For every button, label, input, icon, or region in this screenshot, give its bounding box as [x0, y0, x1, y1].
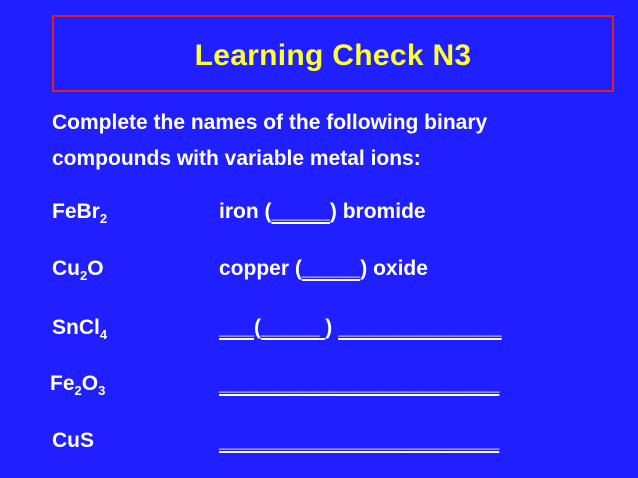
formula-subscript: 2 [99, 211, 108, 226]
formula-cus [52, 428, 94, 454]
formula-text: O [81, 372, 99, 395]
answer-blank: _____ [261, 316, 326, 339]
title-box [52, 15, 614, 92]
name-text: iron ( [219, 200, 272, 223]
formula-text: O [87, 257, 104, 280]
name-text: ) [325, 316, 333, 339]
answer-blank: _____ [301, 257, 361, 280]
formula-cu2o [52, 256, 104, 282]
name-text: ) oxide [360, 257, 428, 280]
name-cu2o [219, 256, 428, 282]
instruction-line-2: compounds with variable metal ions: [52, 147, 421, 170]
formula-febr2 [52, 199, 107, 225]
name-text: ( [254, 316, 262, 339]
formula-subscript: 3 [98, 383, 106, 398]
formula-text: FeBr [52, 200, 100, 223]
answer-blank: ________________________ [219, 429, 500, 452]
formula-fe2o3 [50, 371, 105, 397]
answer-blank: ________________________ [219, 372, 500, 395]
formula-subscript: 4 [99, 327, 108, 342]
formula-subscript: 2 [74, 383, 82, 398]
formula-sncl4 [52, 315, 107, 341]
name-text: ) bromide [329, 200, 426, 223]
formula-text: Fe [50, 372, 75, 395]
answer-blank: ______________ [338, 316, 502, 339]
formula-subscript: 2 [80, 268, 88, 283]
slide-title: Learning Check N3 [194, 39, 472, 72]
name-cus [219, 428, 499, 454]
name-fe2o3 [219, 371, 499, 397]
answer-blank: ___ [219, 316, 255, 339]
formula-text: SnCl [52, 316, 100, 339]
name-sncl4 [219, 315, 502, 341]
name-text: copper ( [219, 257, 302, 280]
answer-blank: _____ [271, 200, 330, 223]
formula-text: Cu [52, 257, 80, 280]
instruction-line-1: Complete the names of the following binary [52, 111, 488, 134]
name-febr2 [219, 199, 426, 225]
formula-text: CuS [52, 429, 94, 452]
